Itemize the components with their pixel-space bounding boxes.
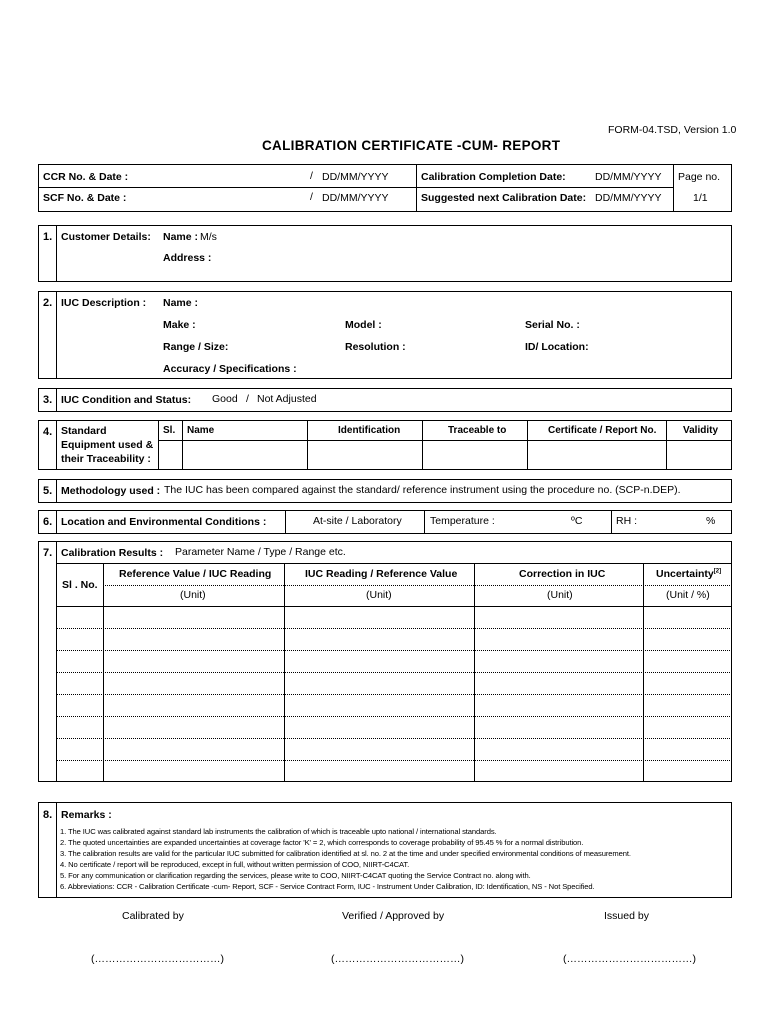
standard-equipment-label-line1: Standard bbox=[61, 425, 107, 437]
iuc-make-label: Make : bbox=[163, 319, 196, 331]
iuc-model-label: Model : bbox=[345, 319, 382, 331]
remark-line-3: 3. The calibration results are valid for the particular IUC submitted for calibration identified at sl. no. 2 at the time and under specified environmental conditions of measurement. bbox=[60, 849, 631, 858]
s7-unit-reference: (Unit) bbox=[180, 589, 206, 601]
s4-col-sl: Sl. bbox=[163, 425, 176, 436]
iuc-id-location-label: ID/ Location: bbox=[525, 341, 589, 353]
s4-col-name: Name bbox=[187, 425, 215, 436]
ccr-label: CCR No. & Date : bbox=[43, 171, 129, 183]
calibrated-by-label: Calibrated by bbox=[122, 910, 184, 922]
s7-col-correction: Correction in IUC bbox=[519, 568, 606, 580]
table-row bbox=[56, 672, 732, 673]
iuc-serial-label: Serial No. : bbox=[525, 319, 580, 331]
table-row bbox=[56, 760, 732, 761]
s4-col-divider bbox=[422, 420, 423, 470]
section-4-number: 4. bbox=[43, 426, 53, 438]
remark-line-2: 2. The quoted uncertainties are expanded uncertainties at coverage factor 'K' = 2, which corresponds to coverage probability of 95.45 % for a normal distribution. bbox=[60, 838, 584, 847]
iuc-name-label: Name : bbox=[163, 297, 199, 309]
uncertainty-label: Uncertainty bbox=[656, 568, 714, 580]
next-cal-date-label: Suggested next Calibration Date: bbox=[421, 192, 587, 204]
completion-date-label: Calibration Completion Date: bbox=[421, 171, 566, 183]
parameter-name-text: Parameter Name / Type / Range etc. bbox=[175, 546, 346, 558]
remark-line-1: 1. The IUC was calibrated against standard lab instruments the calibration of which is traceable upto national / international standards. bbox=[60, 827, 497, 836]
header-divider bbox=[38, 187, 674, 188]
section-2-num-divider bbox=[56, 291, 57, 379]
scf-date-field[interactable]: DD/MM/YYYY bbox=[322, 192, 389, 204]
methodology-label: Methodology used : bbox=[61, 485, 161, 497]
s6-col-divider bbox=[424, 510, 425, 534]
form-id: FORM-04.TSD, Version 1.0 bbox=[608, 124, 737, 136]
calibrated-by-signature-line[interactable]: (………………………………) bbox=[91, 953, 224, 965]
page-title: CALIBRATION CERTIFICATE -CUM- REPORT bbox=[262, 138, 561, 153]
remark-line-6: 6. Abbreviations: CCR - Calibration Certificate -cum- Report, SCF - Service Contract Form, IUC - Instrument Under Calibration, ID: Identification, NS - Not Specified. bbox=[60, 882, 595, 891]
header-col-divider bbox=[673, 164, 674, 212]
condition-slash: / bbox=[246, 393, 249, 405]
methodology-text: The IUC has been compared against the standard/ reference instrument using the procedure no. (SCP-n.DEP). bbox=[164, 484, 681, 496]
section-1-num-divider bbox=[56, 225, 57, 282]
s4-col-divider bbox=[666, 420, 667, 470]
location-env-label: Location and Environmental Conditions : bbox=[61, 516, 267, 528]
s7-col-sl-no: Sl . No. bbox=[62, 579, 98, 591]
s7-col-uncertainty bbox=[656, 568, 721, 580]
iuc-description-label: IUC Description : bbox=[61, 297, 147, 309]
table-row bbox=[56, 738, 732, 739]
scf-label: SCF No. & Date : bbox=[43, 192, 127, 204]
s7-unit-correction: (Unit) bbox=[547, 589, 573, 601]
section-1-number: 1. bbox=[43, 231, 53, 243]
uncertainty-footnote: [2] bbox=[713, 568, 722, 575]
s7-table-top bbox=[56, 563, 732, 564]
section-6-num-divider bbox=[56, 510, 57, 534]
section-4-num-divider bbox=[56, 420, 57, 470]
section-5-num-divider bbox=[56, 479, 57, 503]
ccr-slash: / bbox=[310, 170, 313, 182]
s4-col-divider bbox=[158, 420, 159, 470]
section-3-number: 3. bbox=[43, 394, 53, 406]
condition-not-adjusted-option[interactable]: Not Adjusted bbox=[257, 393, 317, 405]
location-option[interactable]: At-site / Laboratory bbox=[313, 515, 402, 527]
s4-col-divider bbox=[527, 420, 528, 470]
page-no-value: 1/1 bbox=[693, 192, 708, 204]
standard-equipment-label-line3: their Traceability : bbox=[61, 453, 151, 465]
s4-col-validity: Validity bbox=[683, 425, 719, 436]
ccr-date-field[interactable]: DD/MM/YYYY bbox=[322, 171, 389, 183]
s7-col-reference-value: Reference Value / IUC Reading bbox=[119, 568, 272, 580]
table-row bbox=[56, 694, 732, 695]
remark-line-5: 5. For any communication or clarification regarding the services, please write to COO, NIIRT-C4CAT quoting the Service Contract no. along with. bbox=[60, 871, 531, 880]
remark-line-4: 4. No certificate / report will be reproduced, except in full, without written permission of COO, NIIRT-C4CAT. bbox=[60, 860, 410, 869]
table-row bbox=[56, 628, 732, 629]
temperature-unit: ºC bbox=[571, 515, 583, 527]
customer-name-value[interactable]: M/s bbox=[200, 231, 217, 243]
s4-col-divider bbox=[307, 420, 308, 470]
rh-label: RH : bbox=[616, 515, 637, 527]
issued-by-label: Issued by bbox=[604, 910, 649, 922]
s7-unit-iuc: (Unit) bbox=[366, 589, 392, 601]
section-3-num-divider bbox=[56, 388, 57, 412]
s4-header-divider bbox=[158, 440, 732, 441]
header-col-divider bbox=[416, 164, 417, 212]
customer-details-label: Customer Details: bbox=[61, 231, 151, 243]
s7-unit-uncertainty: (Unit / %) bbox=[666, 589, 710, 601]
s7-header-dotted bbox=[103, 585, 732, 586]
table-row bbox=[56, 716, 732, 717]
s4-col-certificate: Certificate / Report No. bbox=[548, 425, 657, 436]
s4-col-divider bbox=[182, 420, 183, 470]
s4-col-identification: Identification bbox=[338, 425, 401, 436]
scf-slash: / bbox=[310, 191, 313, 203]
verified-by-label: Verified / Approved by bbox=[342, 910, 445, 922]
iuc-condition-label: IUC Condition and Status: bbox=[61, 394, 192, 406]
section-7-number: 7. bbox=[43, 547, 53, 559]
s6-col-divider bbox=[611, 510, 612, 534]
s6-col-divider bbox=[285, 510, 286, 534]
section-8-num-divider bbox=[56, 802, 57, 898]
section-8-number: 8. bbox=[43, 809, 53, 821]
iuc-resolution-label: Resolution : bbox=[345, 341, 406, 353]
completion-date-field[interactable]: DD/MM/YYYY bbox=[595, 171, 662, 183]
issued-by-signature-line[interactable]: (………………………………) bbox=[563, 953, 696, 965]
condition-good-option[interactable]: Good bbox=[212, 393, 238, 405]
page-no-label: Page no. bbox=[678, 171, 721, 183]
verified-by-signature-line[interactable]: (………………………………) bbox=[331, 953, 464, 965]
s7-header-bottom bbox=[56, 606, 732, 607]
iuc-accuracy-label: Accuracy / Specifications : bbox=[163, 363, 297, 375]
iuc-range-label: Range / Size: bbox=[163, 341, 229, 353]
table-row bbox=[56, 650, 732, 651]
section-6-number: 6. bbox=[43, 516, 53, 528]
section-5-number: 5. bbox=[43, 485, 53, 497]
next-cal-date-field[interactable]: DD/MM/YYYY bbox=[595, 192, 662, 204]
s4-col-traceable-to: Traceable to bbox=[448, 425, 507, 436]
temperature-label: Temperature : bbox=[430, 515, 495, 527]
standard-equipment-label-line2: Equipment used & bbox=[61, 439, 154, 451]
section-2-number: 2. bbox=[43, 297, 53, 309]
customer-name-label: Name : bbox=[163, 231, 199, 243]
customer-address-label: Address : bbox=[163, 252, 212, 264]
remarks-label: Remarks : bbox=[61, 809, 112, 821]
calibration-results-label: Calibration Results : bbox=[61, 547, 164, 559]
s7-col-iuc-reading: IUC Reading / Reference Value bbox=[305, 568, 458, 580]
section-7-num-divider bbox=[56, 541, 57, 782]
rh-unit: % bbox=[706, 515, 716, 527]
